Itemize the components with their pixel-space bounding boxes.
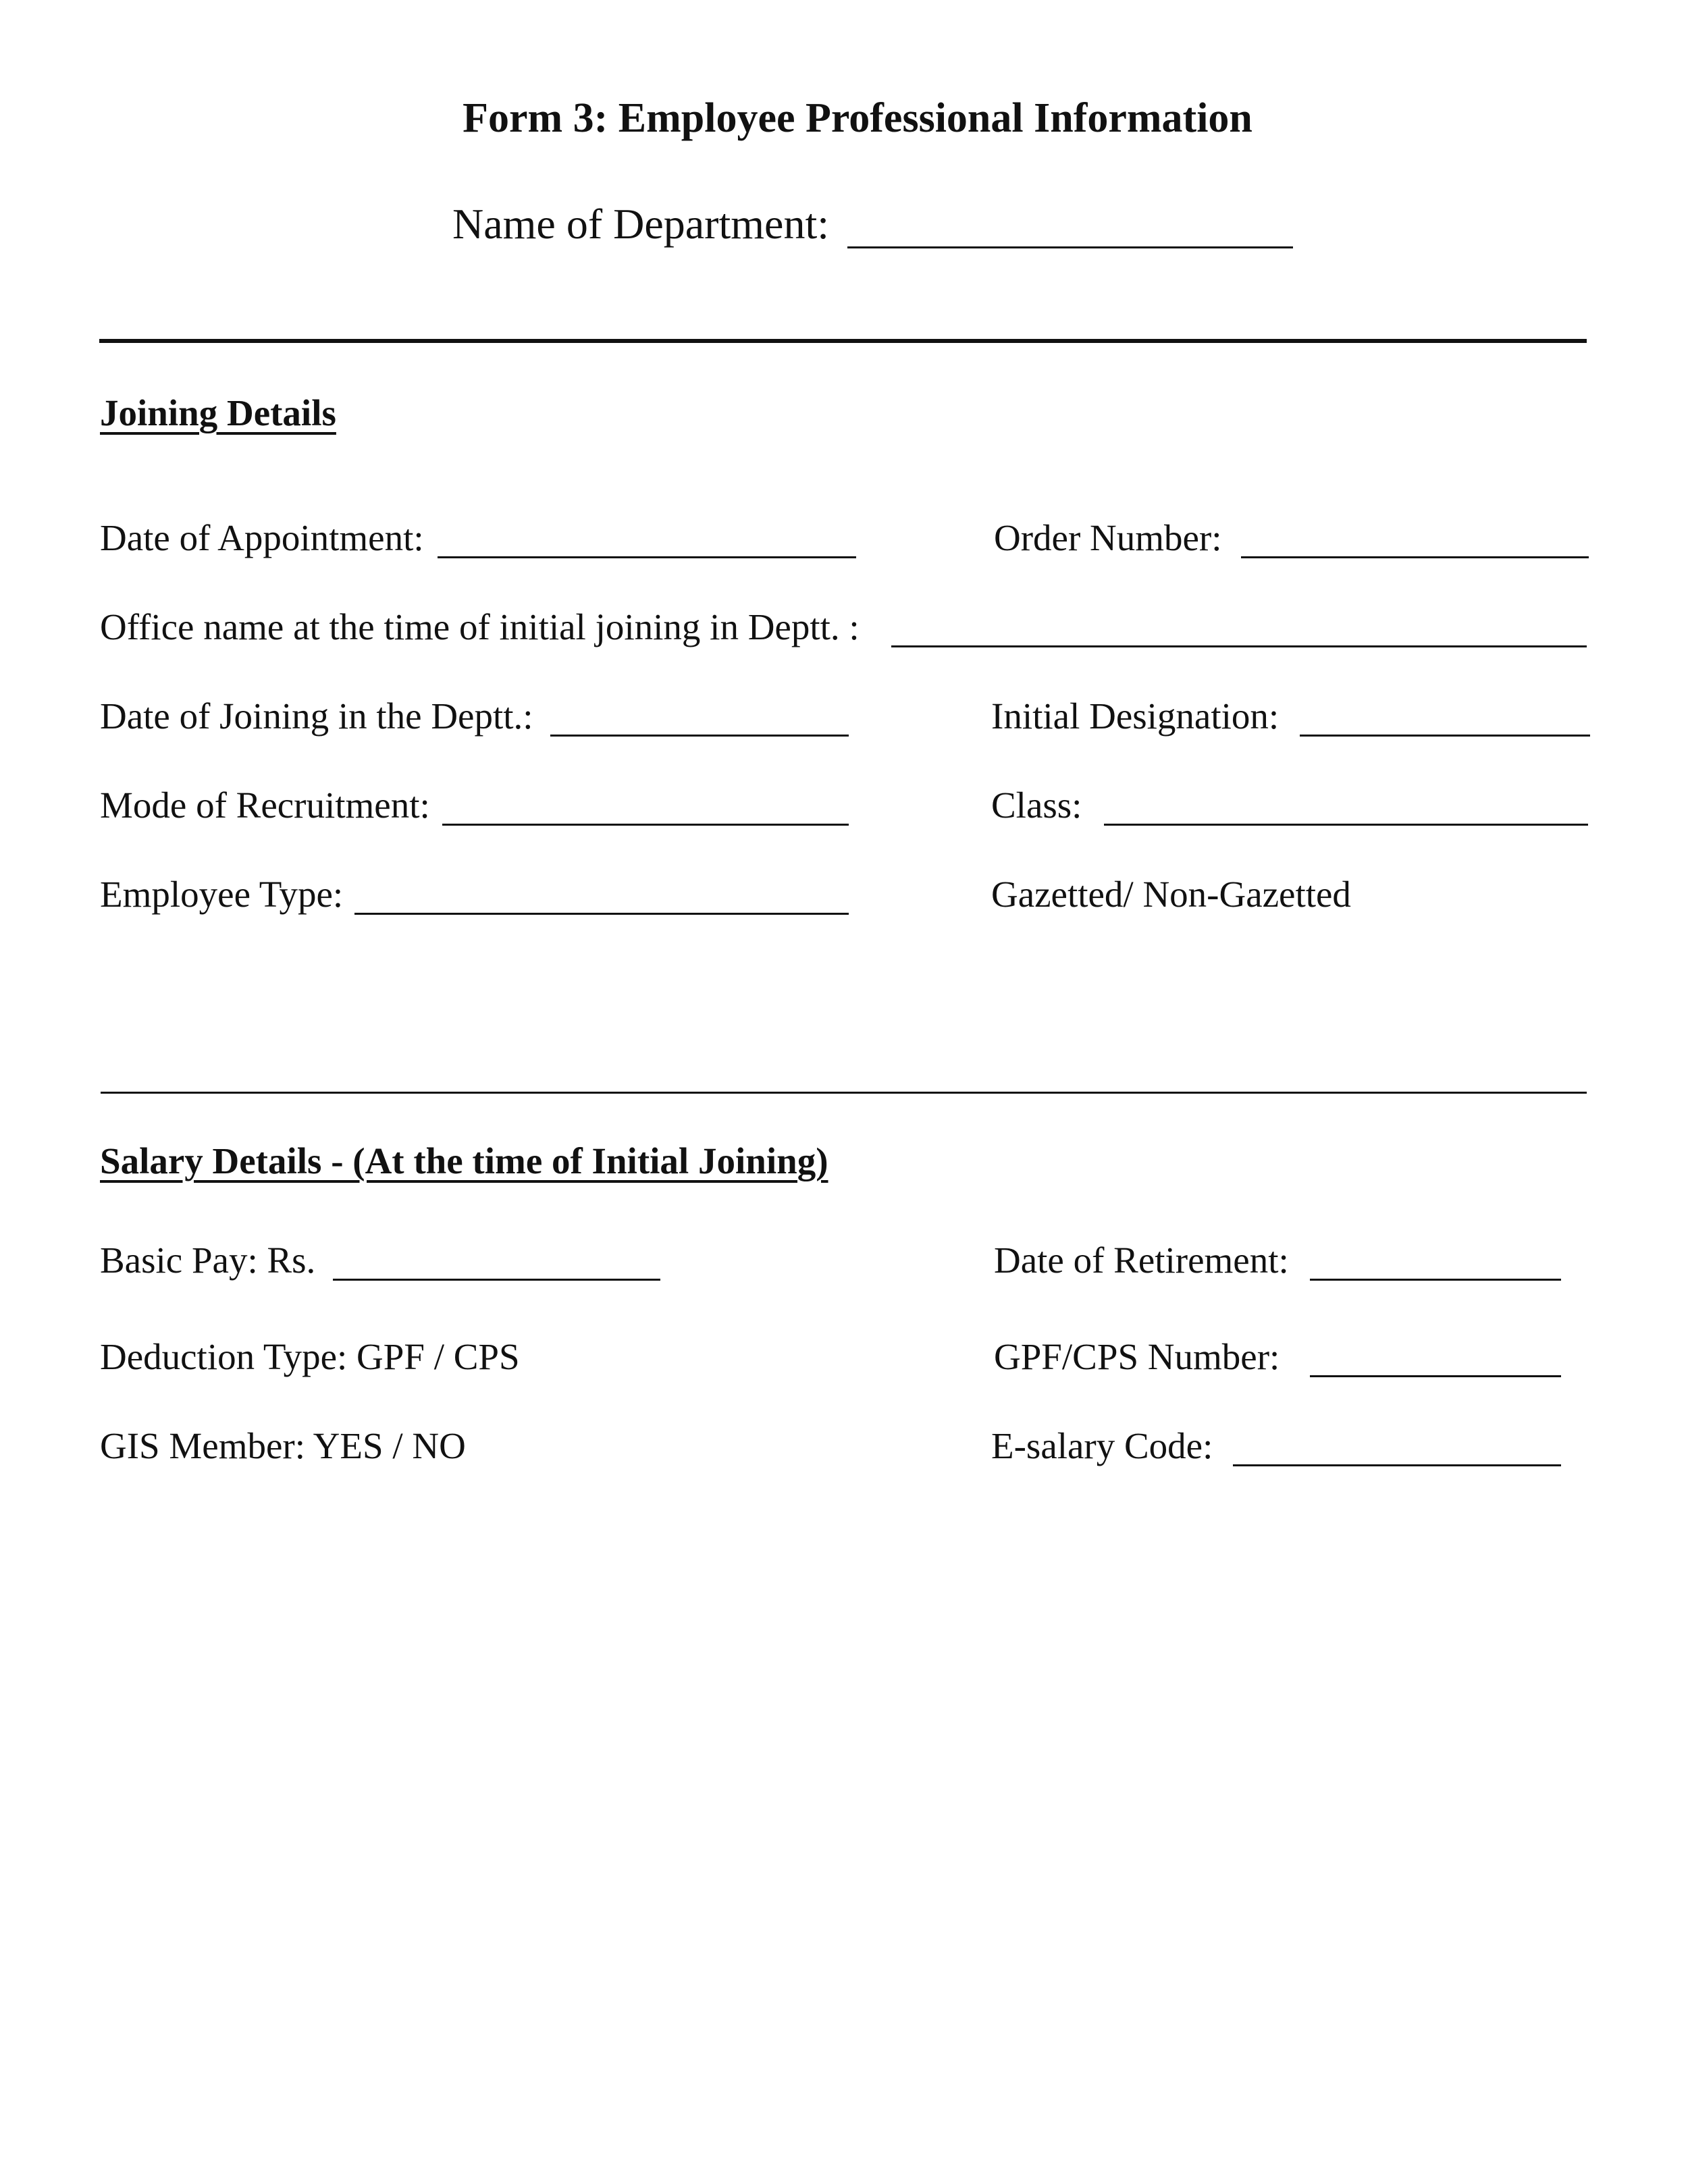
employee-type-label: Employee Type: <box>100 874 344 915</box>
esalary-code-label: E-salary Code: <box>991 1425 1213 1466</box>
header-divider <box>99 339 1587 343</box>
mode-of-recruitment-label: Mode of Recruitment: <box>100 784 430 826</box>
department-field[interactable] <box>847 246 1293 248</box>
employee-type-field[interactable] <box>354 913 849 915</box>
form-title: Form 3: Employee Professional Information <box>463 95 1252 141</box>
class-label: Class: <box>991 784 1082 826</box>
gpf-cps-number-label: GPF/CPS Number: <box>994 1336 1280 1377</box>
date-of-appointment-label: Date of Appointment: <box>100 517 424 558</box>
initial-designation-field[interactable] <box>1300 735 1590 737</box>
date-of-retirement-label: Date of Retirement: <box>994 1240 1289 1281</box>
basic-pay-label: Basic Pay: Rs. <box>100 1240 316 1281</box>
date-of-joining-field[interactable] <box>550 735 849 737</box>
initial-designation-label: Initial Designation: <box>991 695 1280 737</box>
date-of-retirement-field[interactable] <box>1310 1279 1561 1281</box>
mode-of-recruitment-field[interactable] <box>442 824 849 826</box>
department-label: Name of Department: <box>452 200 829 248</box>
office-name-label: Office name at the time of initial joining in Deptt. : <box>100 606 860 647</box>
salary-details-heading: Salary Details - (At the time of Initial Joining) <box>100 1140 828 1181</box>
gpf-cps-number-field[interactable] <box>1310 1375 1561 1377</box>
deduction-type-label[interactable]: Deduction Type: GPF / CPS <box>100 1336 520 1377</box>
gis-member-label[interactable]: GIS Member: YES / NO <box>100 1425 466 1466</box>
basic-pay-field[interactable] <box>333 1279 660 1281</box>
section-divider <box>101 1092 1587 1094</box>
date-of-joining-label: Date of Joining in the Deptt.: <box>100 695 533 737</box>
office-name-field[interactable] <box>891 645 1587 647</box>
date-of-appointment-field[interactable] <box>438 556 856 558</box>
gazetted-option[interactable]: Gazetted/ Non-Gazetted <box>991 874 1351 915</box>
joining-details-heading: Joining Details <box>100 392 336 433</box>
class-field[interactable] <box>1104 824 1588 826</box>
order-number-field[interactable] <box>1241 556 1589 558</box>
order-number-label: Order Number: <box>994 517 1222 558</box>
esalary-code-field[interactable] <box>1233 1464 1561 1466</box>
